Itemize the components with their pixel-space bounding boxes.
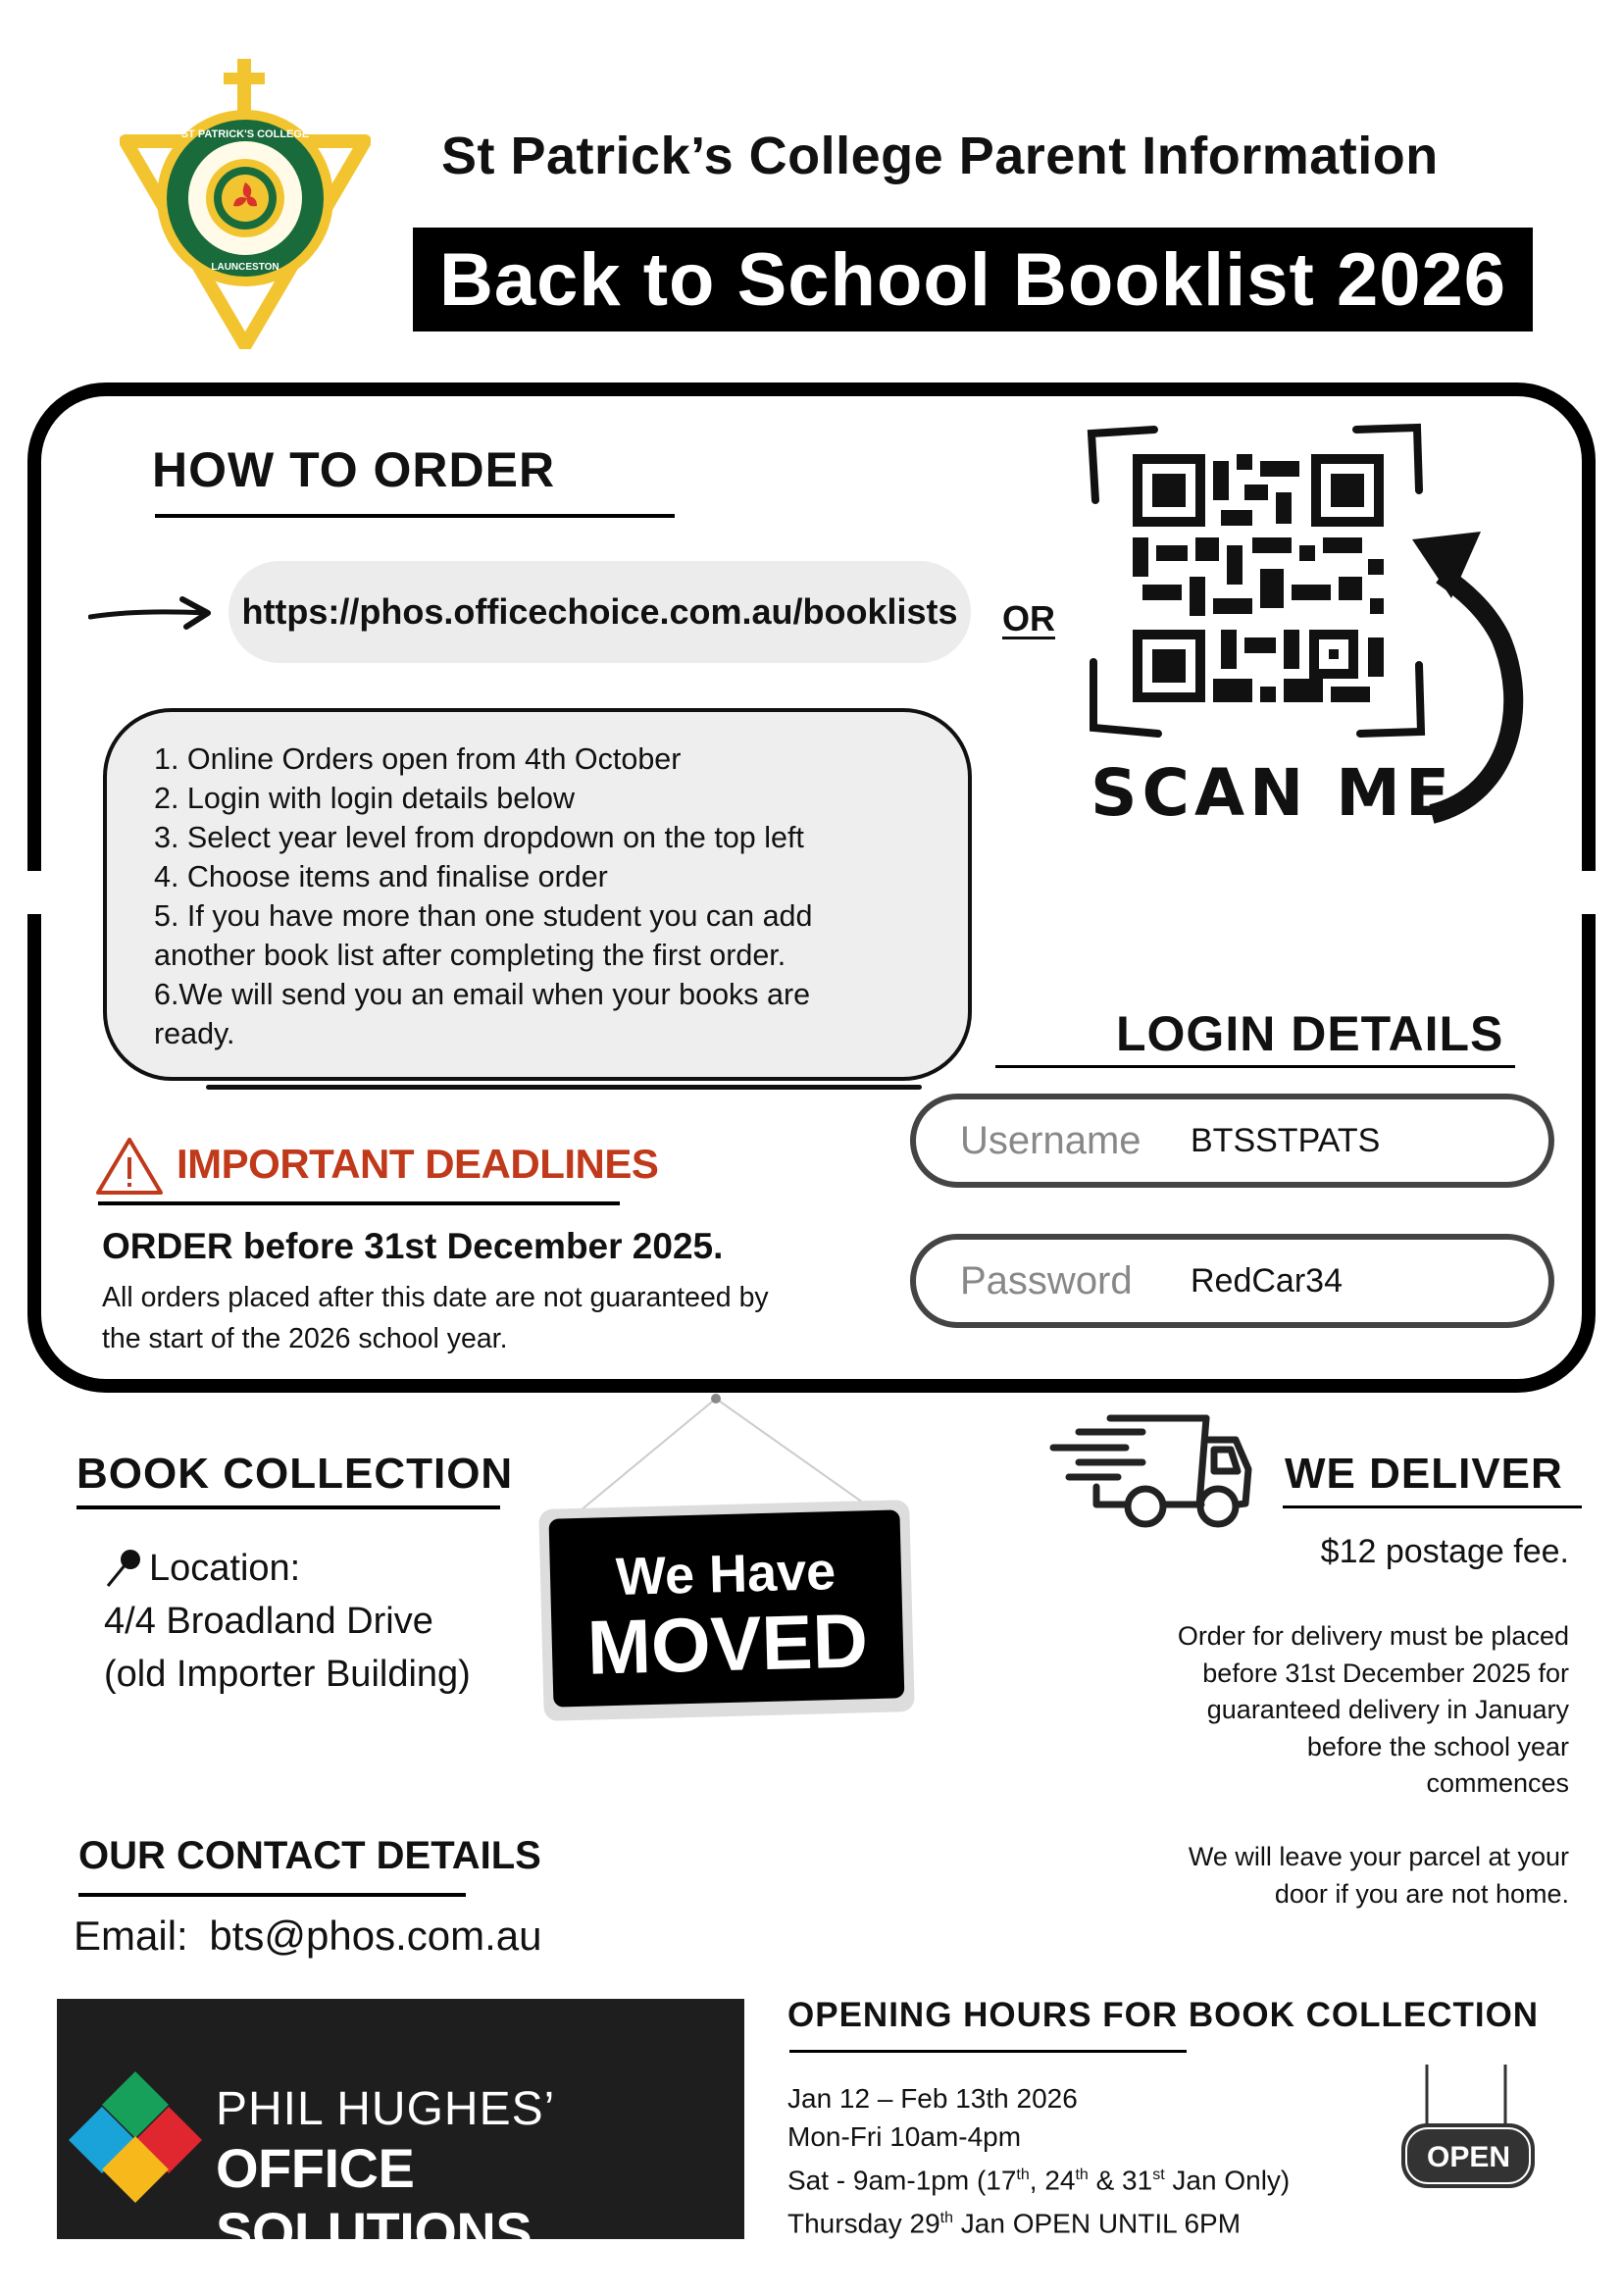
book-collection-heading: BOOK COLLECTION [76, 1450, 514, 1498]
order-deadline: ORDER before 31st December 2025. [102, 1226, 724, 1266]
username-field[interactable] [910, 1094, 1554, 1188]
hours-saturday [787, 2156, 1290, 2199]
we-have-moved-sign [538, 1500, 915, 1721]
frame-gap [1574, 871, 1603, 914]
sign-line: We Have [615, 1542, 837, 1607]
text: Thursday 29 [787, 2208, 940, 2239]
pin-icon [104, 1549, 143, 1588]
deadline-note-line: All orders placed after this date are not guaranteed by [102, 1282, 769, 1313]
divider [995, 1065, 1515, 1068]
address-line: 4/4 Broadland Drive [104, 1601, 433, 1642]
password-field[interactable] [910, 1234, 1554, 1328]
hours-thursday [787, 2199, 1290, 2242]
divider [98, 1201, 620, 1205]
password-value[interactable]: RedCar34 [1191, 1261, 1343, 1300]
text: th [939, 2210, 953, 2227]
deadline-note [102, 1277, 769, 1359]
college-crest-icon [120, 59, 371, 349]
step-item: 1. Online Orders open from 4th October [154, 742, 682, 776]
phil-hughes-logo [57, 1999, 744, 2263]
booklist-banner [413, 228, 1533, 332]
banner-text: Back to School Booklist 2026 [438, 237, 1507, 322]
we-deliver-heading: WE DELIVER [1285, 1450, 1563, 1498]
address-line: (old Importer Building) [104, 1654, 471, 1695]
qr-code[interactable] [1084, 422, 1432, 745]
text: Jan OPEN UNTIL 6PM [952, 2208, 1242, 2239]
text: st [1152, 2167, 1165, 2183]
location-label: Location: [149, 1548, 301, 1589]
location-row [104, 1542, 471, 1595]
username-label: Username [960, 1118, 1141, 1162]
step-item: 6.We will send you an email when your books are [154, 978, 811, 1011]
divider [78, 1893, 466, 1897]
email-label: Email: [74, 1913, 188, 1959]
open-sign [1397, 2065, 1540, 2192]
sign-board [548, 1509, 904, 1707]
opening-hours-list [787, 2079, 1290, 2243]
step-item: another book list after completing the first order. [154, 939, 786, 972]
text: & 31 [1088, 2165, 1153, 2196]
contact-email [74, 1913, 542, 1960]
delivery-notice-line: before the school year [1306, 1731, 1569, 1761]
warning-icon [94, 1136, 165, 1197]
opening-hours-heading: OPENING HOURS FOR BOOK COLLECTION [787, 1996, 1540, 2034]
url-text[interactable]: https://phos.officechoice.com.au/booklists [241, 591, 958, 632]
divider [155, 514, 675, 518]
step-item: ready. [154, 1017, 235, 1050]
step-item: 3. Select year level from dropdown on the top left [154, 821, 804, 854]
svg-text:LAUNCESTON: LAUNCESTON [211, 262, 279, 273]
college-logo [120, 59, 371, 349]
contact-details-heading: OUR CONTACT DETAILS [78, 1834, 541, 1877]
text: Jan Only) [1164, 2165, 1291, 2196]
parcel-notice-line: We will leave your parcel at your [1188, 1842, 1569, 1871]
username-value[interactable]: BTSSTPATS [1191, 1121, 1381, 1159]
step-item: 5. If you have more than one student you can add [154, 899, 813, 933]
hours-weekdays: Mon-Fri 10am-4pm [787, 2121, 1022, 2152]
postage-fee: $12 postage fee. [1320, 1533, 1569, 1570]
delivery-notice-line: commences [1426, 1768, 1569, 1798]
order-steps-box [103, 708, 972, 1081]
text: Sat - 9am-1pm (17 [787, 2165, 1017, 2196]
delivery-notice-line: before 31st December 2025 for [1202, 1658, 1569, 1688]
deadline-note-line: the start of the 2026 school year. [102, 1323, 508, 1354]
divider [206, 1085, 922, 1090]
password-label: Password [960, 1258, 1133, 1302]
parcel-notice [1189, 1839, 1569, 1913]
step-item: 2. Login with login details below [154, 782, 575, 815]
delivery-notice-line: guaranteed delivery in January [1206, 1695, 1569, 1724]
delivery-notice [1178, 1618, 1569, 1803]
svg-text:ST PATRICK'S COLLEGE: ST PATRICK'S COLLEGE [180, 128, 310, 140]
company-name-line1: PHIL HUGHES’ [216, 2083, 556, 2135]
parcel-notice-line: door if you are not home. [1274, 1878, 1569, 1909]
company-name-line2: OFFICE SOLUTIONS [216, 2137, 533, 2263]
collection-address [104, 1542, 471, 1701]
divider [76, 1505, 500, 1509]
booklist-url-link[interactable] [228, 561, 971, 663]
scan-me-label: SCAN ME [1090, 755, 1455, 831]
email-link[interactable]: bts@phos.com.au [209, 1913, 542, 1959]
sign-line: MOVED [585, 1597, 870, 1691]
page-title: St Patrick’s College Parent Information [441, 127, 1439, 185]
hours-dates: Jan 12 – Feb 13th 2026 [787, 2083, 1078, 2114]
login-details-heading: LOGIN DETAILS [1116, 1006, 1504, 1061]
open-sign-label: OPEN [1426, 2141, 1511, 2173]
arrow-right-icon [88, 593, 216, 633]
frame-gap [20, 871, 49, 914]
qr-code-icon [1084, 422, 1432, 745]
delivery-truck-icon [1049, 1410, 1265, 1528]
step-item: 4. Choose items and finalise order [154, 860, 608, 893]
delivery-notice-line: Order for delivery must be placed [1177, 1621, 1569, 1651]
how-to-order-heading: HOW TO ORDER [152, 442, 556, 497]
divider [1283, 1505, 1582, 1508]
puzzle-logo-icon [67, 2067, 204, 2205]
important-deadlines-heading: IMPORTANT DEADLINES [177, 1141, 659, 1187]
or-label: OR [1002, 598, 1055, 638]
divider [789, 2050, 1187, 2053]
text: th [1075, 2167, 1089, 2183]
text: , 24 [1029, 2165, 1076, 2196]
text: th [1016, 2167, 1030, 2183]
